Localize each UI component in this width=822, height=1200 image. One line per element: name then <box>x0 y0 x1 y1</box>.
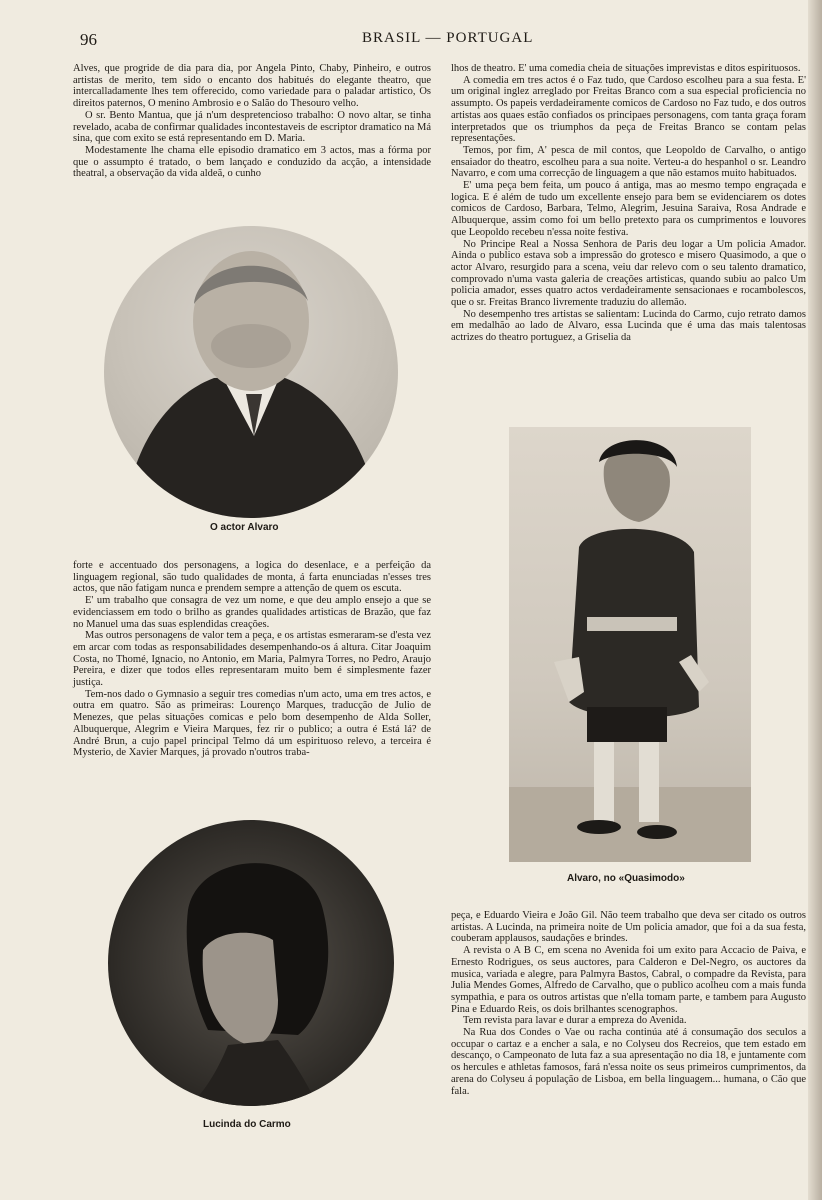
paragraph: Tem-nos dado o Gymnasio a seguir tres comedias n'um acto, uma em tres actos, e outra em quatro. São as primeiras: Lourenço Marques, traducção de Julio de Menezes, que pelas situações comicas e pelo bom desempenho de Alda Soller, Albuquerque, Alegrim e Vieira Marques, fez rir o publico; a outra é Está lá? de André Brun, a cujo papel principal Telmo dá um espirituoso relevo, a terceira é Mysterio, de Xavier Marques, já provado n'outros traba- <box>73 688 431 759</box>
column-2-bottom <box>451 910 806 1097</box>
paragraph: E' uma peça bem feita, um pouco á antiga, mas ao mesmo tempo engraçada e logica. E é além de tudo um excellente ensejo para bem se evidenciarem os dotes comicos de Cardoso, Barbara, Telmo, Alegrim, Jesuina Saraiva, Rosa Andrade e Albuquerque, assim como foi um bello pretexto para os cumprimentos e louvores que Leopoldo recebeu n'essa noite festiva. <box>451 180 806 238</box>
paragraph: A revista o A B C, em scena no Avenida foi um exito para Accacio de Paiva, e Ernesto Rodrigues, os seus auctores, para Calderon e Del-Negro, os auctores da musica, variada e alegre, para Palmyra Bastos, Cabral, o compadre da Revista, para Julia Mendes Gomes, Alfredo de Carvalho, que o publico acolheu com a mais funda sympathia, e para os outros artistas que n'ella tomam parte, e tambem para Augusto Pina e Eduardo Reis, os dois brilhantes scenographos. <box>451 945 806 1015</box>
caption-lucinda: Lucinda do Carmo <box>203 1119 291 1130</box>
column-2-top <box>451 63 806 344</box>
caption-quasimodo: Alvaro, no «Quasimodo» <box>567 873 685 884</box>
portrait-lucinda-photo <box>108 820 394 1106</box>
portrait-alvaro-photo <box>104 226 398 518</box>
page-number: 96 <box>80 30 97 49</box>
paragraph: Na Rua dos Condes o Vae ou racha continúa até á consumação dos seculos a occupar o cartaz e a encher a sala, e no Colyseu dos Recreios, que tem estado em descanço, o Campeonato de luta faz a sua apresentação no dia 18, e juntamente com os hercules e athletas famosos, fará n'essa noite os seus primeiros cumprimentos, da arena do Colyseu á população de Lisboa, em bella linguagem... humana, o Cão que fala. <box>451 1027 806 1097</box>
paragraph: Temos, por fim, A' pesca de mil contos, que Leopoldo de Carvalho, o antigo ensaiador do theatro, escolheu para a sua noite. Verteu-a do hespanhol o sr. Leandro Navarro, e com uma correcção de linguagem a que não estamos muito habituados. <box>451 144 806 180</box>
paragraph: peça, e Eduardo Vieira e João Gil. Não teem trabalho que deva ser citado os outros artistas. A Lucinda, na primeira noite de Um policia amador, que foi a da sua festa, couberam applausos, saudações e brindes. <box>451 910 806 945</box>
paragraph: O sr. Bento Mantua, que já n'um despretencioso trabalho: O novo altar, se tinha revelado, acaba de confirmar qualidades incontestaveis de escriptor dramatico na Má sina, que com exito se está representando em D. Maria. <box>73 109 431 145</box>
quasimodo-photo <box>509 427 751 862</box>
paragraph: Tem revista para lavar e durar a empreza do Avenida. <box>463 1015 687 1027</box>
page-edge <box>808 0 822 1200</box>
column-1-top <box>73 63 431 180</box>
paragraph: No desempenho tres artistas se salientam: Lucinda do Carmo, cujo retrato damos em medalhão ao lado de Alvaro, essa Lucinda que é uma das mais talentosas actrizes do theatro portuguez, a Griselia da <box>451 308 806 344</box>
paragraph: E' um trabalho que consagra de vez um nome, e que deu amplo ensejo a que se evidenciassem em todo o brilho as grandes qualidades artisticas de Brazão, que faz no Manuel uma das suas esplendidas creações. <box>73 595 431 630</box>
running-title: BRASIL — PORTUGAL <box>362 30 534 46</box>
paragraph: Alves, que progride de dia para dia, por Angela Pinto, Chaby, Pinheiro, e outros artistas de merito, tem sido o encanto dos habitués do elegante theatro, que intercalladamente lhes tem offerecido, como variedade para o paladar artistico, Os direitos paternos, O menino Ambrosio e o Salão do Thesouro velho. <box>73 63 431 110</box>
paragraph: No Principe Real a Nossa Senhora de Paris deu logar a Um policia Amador. Ainda o publico estava sob a impressão do grotesco e misero Quasimodo, a que o actor Alvaro, resurgido para a scena, veiu dar relevo com o seu talento dramatico, comprovado n'uma vasta galeria de creações artisticas, quando subiu ao palco Um policia amador, esses quatro actos verdadeiramente sensacionaes e rocambolescos, que o sr. Freitas Branco livremente traduziu do allemão. <box>451 238 806 309</box>
paragraph: forte e accentuado dos personagens, a logica do desenlace, e a perfeição da linguagem regional, são tudo qualidades de monta, á farta enunciadas n'esses tres actos, que não fatigam nunca e prendem sempre a attenção de quem os escuta. <box>73 560 431 595</box>
paragraph: lhos de theatro. E' uma comedia cheia de situações imprevistas e ditos espirituosos. <box>451 63 801 74</box>
paragraph: Modestamente lhe chama elle episodio dramatico em 3 actos, mas a fórma por que o assumpto é tratado, o bem lançado e conduzido da acção, a intensidade theatral, a observação da vida aldeã, o cunho <box>73 144 431 180</box>
caption-alvaro: O actor Alvaro <box>210 522 279 533</box>
page-header <box>0 30 822 52</box>
paragraph: Mas outros personagens de valor tem a peça, e os artistas esmeraram-se d'esta vez em arcar com todas as responsabilidades desempenhando-os á altura. Citar Joaquim Costa, no Thomé, Ignacio, no Antonio, em Maria, Palmyra Torres, no Pedro, Araujo Pereira, e dizer que todos elles representaram muito bem é simplesmente fazer justiça. <box>73 630 431 689</box>
paragraph: A comedia em tres actos é o Faz tudo, que Cardoso escolheu para a sua festa. E' um original inglez arreglado por Freitas Branco com a sua especial proficiencia no assumpto. Os papeis verdadeiramente comicos de Cardoso no Faz tudo, e dos outros artistas aos quaes estão confiados os principaes personagens, com tanta graça foram interpretados que os triumphos da peça de Freitas Branco se contam pelas representações. <box>451 74 806 145</box>
column-1-bottom <box>73 560 431 759</box>
